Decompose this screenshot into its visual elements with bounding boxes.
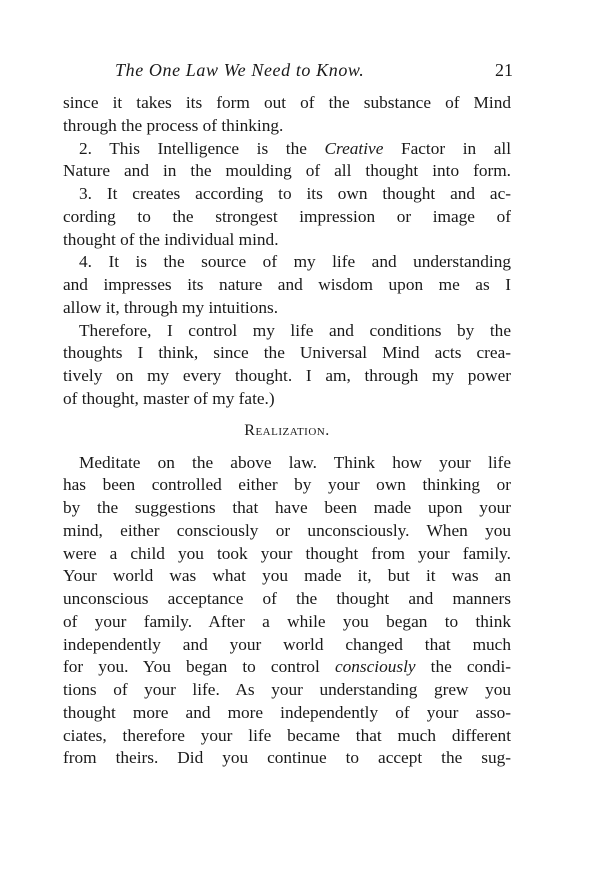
text-line	[63, 320, 511, 343]
text-segment: tions of your life. As your understanding grew you	[63, 680, 511, 699]
text-line	[63, 611, 511, 634]
text-segment: allow it, through my intuitions.	[63, 297, 279, 317]
text-line	[63, 474, 511, 497]
text-segment: by the suggestions that have been made upon your	[63, 498, 511, 517]
text-segment: through the process of thinking.	[63, 115, 284, 135]
italic-text: consciously	[334, 657, 416, 677]
text-line	[63, 565, 511, 588]
text-segment: Realization.	[244, 421, 330, 439]
section-heading	[63, 411, 511, 444]
text-segment: since it takes its form out of the substance of Mind	[63, 93, 511, 112]
text-line	[63, 497, 511, 520]
text-segment: mind, either consciously or unconsciously. When you	[63, 520, 511, 540]
text-segment: ciates, therefore your life became that much different	[63, 725, 511, 745]
text-segment: tively on my every thought. I am, through my power	[63, 366, 511, 385]
text-segment: 3. It creates according to its own thought and ac-	[79, 184, 511, 203]
text-segment: were a child you took your thought from your family.	[63, 543, 511, 563]
italic-text: Creative	[324, 138, 384, 158]
text-line	[63, 520, 511, 543]
text-segment: unconscious acceptance of the thought and manners	[63, 589, 511, 608]
text-segment: Meditate on the above law. Think how your life	[79, 452, 511, 472]
text-segment: of thought, master of my fate.)	[63, 388, 275, 408]
text-segment: thought of the individual mind.	[63, 229, 279, 249]
text-segment: and impresses its nature and wisdom upon me as I	[63, 275, 511, 294]
text-line	[63, 229, 511, 252]
page-body-text	[63, 92, 511, 770]
text-line	[63, 725, 511, 748]
text-line	[63, 92, 511, 115]
text-segment: cording to the strongest impression or image of	[63, 206, 511, 226]
text-line	[63, 679, 511, 702]
text-line	[63, 702, 511, 725]
text-segment: independently and your world changed that much	[63, 634, 511, 654]
text-line	[63, 543, 511, 566]
text-line	[63, 634, 511, 657]
text-segment: the condi-	[415, 657, 511, 677]
text-segment: has been controlled either by your own thinking or	[63, 475, 511, 495]
text-segment: Your world was what you made it, but it was an	[63, 566, 511, 586]
text-line	[63, 183, 511, 206]
text-segment: from theirs. Did you continue to accept the sug-	[63, 748, 511, 768]
text-line	[63, 274, 511, 297]
text-segment: Therefore, I control my life and conditions by the	[79, 320, 511, 340]
text-line	[63, 251, 511, 274]
text-line	[63, 160, 511, 183]
text-line	[63, 388, 511, 411]
text-line	[63, 342, 511, 365]
text-segment: for you. You began to control	[63, 657, 335, 677]
text-line	[63, 297, 511, 320]
text-line	[63, 206, 511, 229]
text-line	[63, 588, 511, 611]
running-header	[63, 60, 513, 84]
running-title: The One Law We Need to Know.	[115, 60, 365, 80]
text-segment: thoughts I think, since the Universal Mind acts crea-	[63, 343, 511, 363]
text-line	[63, 747, 511, 770]
text-segment: of your family. After a while you began to think	[63, 611, 511, 631]
text-line	[63, 656, 511, 679]
text-segment: 2. This Intelligence is the	[79, 138, 325, 158]
text-segment: Nature and in the moulding of all thought into form.	[63, 161, 511, 181]
text-line	[63, 138, 511, 161]
page-number: 21	[495, 60, 513, 80]
text-line	[63, 452, 511, 475]
text-segment: Factor in all	[383, 138, 511, 158]
text-segment: thought more and more independently of your asso-	[63, 702, 511, 722]
text-segment: 4. It is the source of my life and understanding	[79, 252, 511, 272]
text-line	[63, 365, 511, 388]
text-line	[63, 115, 511, 138]
